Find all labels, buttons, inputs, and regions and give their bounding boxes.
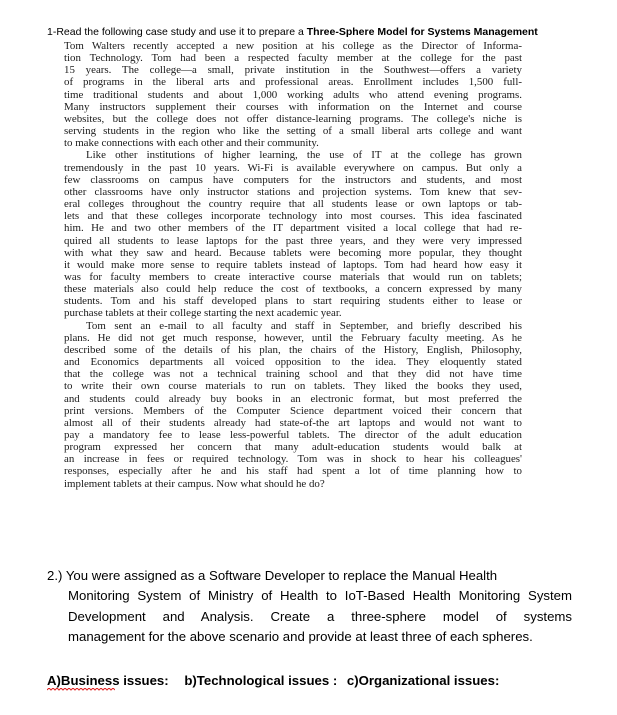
case-line: Many instructors supplement their courses with information on the Internet and course bbox=[64, 100, 522, 113]
case-line: print versions. Members of the Computer Science department voiced their concern that bbox=[64, 404, 522, 417]
case-line: 15 years. The college—a small, private institution in the Southwest—offers a variety bbox=[64, 64, 522, 77]
business-issues-heading: A)Business issues: bbox=[47, 673, 175, 688]
case-line: plans. He did not get much response, however, until the February faculty meeting. As he bbox=[64, 331, 522, 344]
case-line: and students could already buy books in an electronic format, but most preferred the bbox=[64, 392, 522, 405]
question-2-line: Monitoring System of Ministry of Health to IoT-Based Health Monitoring System bbox=[68, 588, 572, 604]
question-1-bold: Three-Sphere Model for Systems Management bbox=[306, 26, 538, 38]
question-1 bbox=[47, 26, 607, 38]
question-2-line: management for the above scenario and provide at least three of each spheres. bbox=[68, 629, 533, 645]
question-1-text: 1-Read the following case study and use it to prepare a bbox=[47, 26, 307, 38]
case-line: that the college was not a technical training school and that they did not have time bbox=[64, 368, 522, 381]
issues-headings bbox=[47, 673, 505, 688]
case-line: pay a mandatory fee to lease less-powerful tablets. The director of the adult education bbox=[64, 429, 522, 441]
case-line: students. Tom and his staff developed plans to start requiring students either to lease or bbox=[64, 295, 522, 308]
case-line: tion Technology. Tom had been a respected faculty member at the college for the past bbox=[64, 52, 522, 65]
case-line: serving students in the region who like the setting of a small liberal arts college and want bbox=[64, 125, 522, 138]
spellcheck-underline bbox=[47, 688, 115, 692]
case-line: of programs in the liberal arts and professional areas. Enrollment includes 1,500 full- bbox=[64, 76, 522, 89]
organizational-issues-heading: c)Organizational issues: bbox=[346, 673, 500, 688]
case-line: to make connections with each other and their community. bbox=[64, 137, 319, 150]
case-line: to write their own course materials to run on tablets. They liked the books they used, bbox=[64, 380, 522, 393]
case-line: tremendously in the past 10 years. Wi-Fi is available everywhere on campus. But only a bbox=[64, 161, 522, 174]
case-line: him. He and two other members of the IT department visited a local college that had re- bbox=[64, 222, 522, 235]
question-2 bbox=[47, 566, 572, 648]
case-line: Tom Walters recently accepted a new position at his college as the Director of Informa- bbox=[64, 40, 522, 52]
case-line: lets and that these colleges incorporate technology into most courses. This idea fascinated bbox=[64, 210, 522, 223]
case-line: quired all students to lease laptops for the past three years, and they were very impressed bbox=[64, 234, 522, 247]
case-line: and Economics departments all voiced opposition to the idea. They eloquently stated bbox=[64, 356, 522, 369]
case-study-text bbox=[64, 40, 522, 490]
case-line: almost all of their students already had state-of-the art laptops and would not want to bbox=[64, 416, 522, 429]
case-line: websites, but the college does not offer distance-learning programs. The college's niche is bbox=[64, 112, 522, 125]
case-line: other classrooms have only instructor stations and projection systems. Tom knew that sev- bbox=[64, 185, 522, 198]
case-line: implement tablets at their campus. Now what should he do? bbox=[64, 477, 325, 490]
case-line: purchase tablets at their college starting the next academic year. bbox=[64, 307, 342, 320]
case-line: described some of the details of his plan, the chairs of the History, English, Philosophy, bbox=[64, 343, 522, 356]
technological-issues-heading: b)Technological issues : bbox=[184, 673, 338, 688]
case-line: was for faculty members to create interactive course materials that would run on tablets; bbox=[64, 270, 522, 283]
case-line: these materials also could help reduce the cost of textbooks, a concern expressed by many bbox=[64, 283, 522, 296]
case-line: an increase in fees or required technology. Tom was in shock to hear his colleagues' bbox=[64, 453, 522, 466]
case-line: Tom sent an e-mail to all faculty and staff in September, and briefly described his bbox=[86, 319, 522, 332]
question-2-line: 2.) You were assigned as a Software Developer to replace the Manual Health bbox=[47, 568, 498, 583]
case-line: responses, especially after he and his staff had spent a lot of time planning how to bbox=[64, 465, 522, 478]
case-line: Like other institutions of higher learning, the use of IT at the college has grown bbox=[86, 149, 522, 162]
case-line: eral colleges throughout the country require that all students lease or own laptops or tab- bbox=[64, 198, 522, 211]
question-2-line: Development and Analysis. Create a three-sphere model of systems bbox=[68, 608, 572, 624]
case-line: it would make more sense to require tablets instead of laptops. Tom had heard how easy it bbox=[64, 258, 522, 271]
case-line: program expressed her concern that many adult-education students would balk at bbox=[64, 441, 522, 454]
case-line: time traditional students and about 1,000 working adults who attend evening programs. bbox=[64, 88, 522, 101]
case-line: few classrooms on campus have computers for the instructors and students, and most bbox=[64, 173, 522, 186]
case-line: with what they saw and heard. Because tablets were becoming more popular, they thought bbox=[64, 246, 522, 259]
